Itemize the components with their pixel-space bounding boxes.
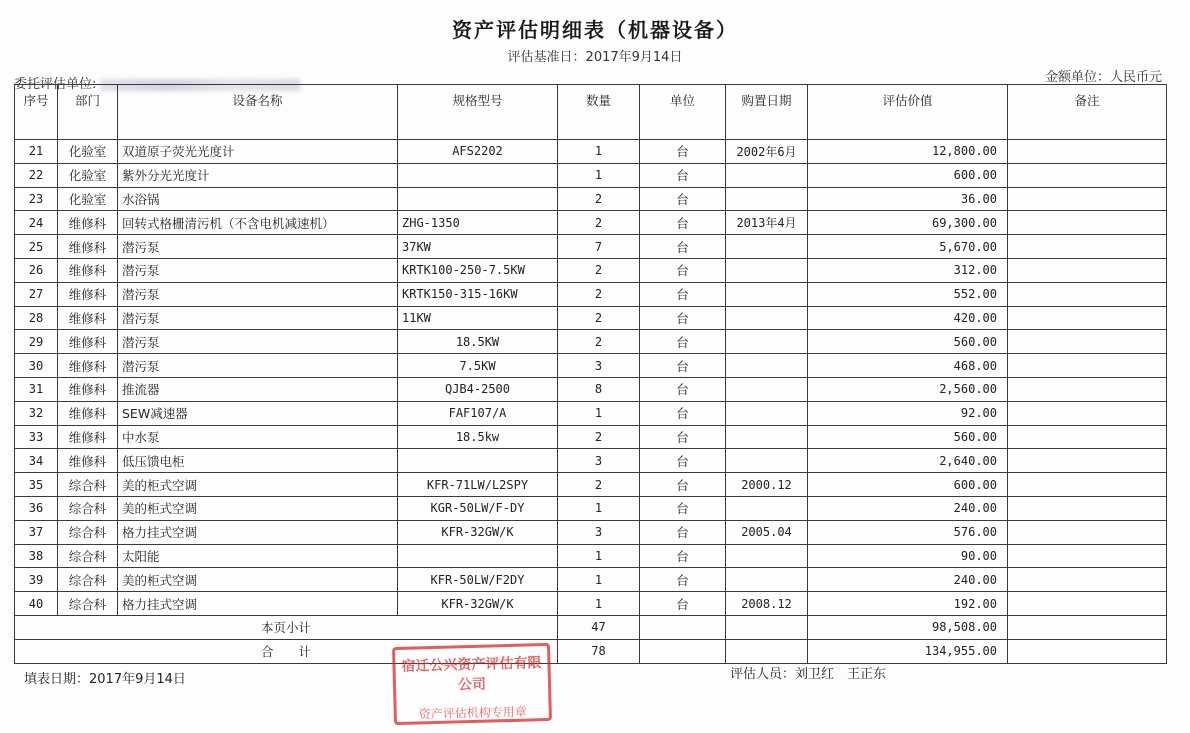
subtotal-row	[15, 615, 1167, 639]
cell-unit: 台	[640, 330, 726, 354]
cell-no: 33	[15, 425, 58, 449]
cell-value: 92.00	[808, 401, 1008, 425]
cell-name: 格力挂式空调	[118, 592, 398, 616]
cell-dept: 维修科	[58, 330, 118, 354]
cell-unit: 台	[640, 592, 726, 616]
cell-unit: 台	[640, 401, 726, 425]
cell-qty: 1	[558, 163, 640, 187]
cell-no: 40	[15, 592, 58, 616]
cell-model: 37KW	[398, 235, 558, 259]
cell-date	[726, 401, 808, 425]
cell-qty: 1	[558, 544, 640, 568]
cell-unit: 台	[640, 235, 726, 259]
cell-note	[1008, 473, 1167, 497]
cell-value: 600.00	[808, 473, 1008, 497]
cell-model: KFR-71LW/L2SPY	[398, 473, 558, 497]
header-cell: 单位	[640, 85, 726, 140]
cell-no: 37	[15, 520, 58, 544]
cell-qty: 2	[558, 258, 640, 282]
cell-name: 双道原子荧光光度计	[118, 140, 398, 164]
cell-value: 552.00	[808, 282, 1008, 306]
cell-qty: 1	[558, 401, 640, 425]
cell-model	[398, 163, 558, 187]
cell-dept: 综合科	[58, 592, 118, 616]
cell-qty: 3	[558, 449, 640, 473]
cell-dept: 综合科	[58, 544, 118, 568]
cell-model	[398, 187, 558, 211]
cell-note	[1008, 211, 1167, 235]
cell-qty: 3	[558, 520, 640, 544]
cell-name: 中水泵	[118, 425, 398, 449]
cell-no: 22	[15, 163, 58, 187]
cell-model: 18.5KW	[398, 330, 558, 354]
cell-unit: 台	[640, 211, 726, 235]
cell-note	[1008, 306, 1167, 330]
cell-qty: 7	[558, 235, 640, 259]
header-cell: 评估价值	[808, 85, 1008, 140]
cell-note	[1008, 163, 1167, 187]
cell-qty: 2	[558, 473, 640, 497]
cell-date	[726, 354, 808, 378]
cell-note	[1008, 235, 1167, 259]
cell-model: 7.5KW	[398, 354, 558, 378]
header-cell: 部门	[58, 85, 118, 140]
cell-value: 2,560.00	[808, 377, 1008, 401]
cell-model: KFR-32GW/K	[398, 592, 558, 616]
table-row	[15, 187, 1167, 211]
cell-dept: 化验室	[58, 140, 118, 164]
empty-cell	[640, 615, 726, 639]
total-label: 合 计	[15, 639, 558, 663]
cell-model: KRTK100-250-7.5KW	[398, 258, 558, 282]
document-title: 资产评估明细表（机器设备）	[452, 18, 738, 42]
cell-name: 美的柜式空调	[118, 473, 398, 497]
cell-value: 5,670.00	[808, 235, 1008, 259]
cell-value: 2,640.00	[808, 449, 1008, 473]
cell-date: 2005.04	[726, 520, 808, 544]
table-row	[15, 354, 1167, 378]
cell-dept: 化验室	[58, 187, 118, 211]
cell-date: 2013年4月	[726, 211, 808, 235]
cell-name: 潜污泵	[118, 258, 398, 282]
table-row	[15, 520, 1167, 544]
seal-line-1: 宿迁公兴资产评估有限公司	[401, 655, 542, 694]
total-row	[15, 639, 1167, 663]
cell-value: 600.00	[808, 163, 1008, 187]
cell-value: 90.00	[808, 544, 1008, 568]
empty-cell	[726, 615, 808, 639]
header-cell: 数量	[558, 85, 640, 140]
cell-name: 太阳能	[118, 544, 398, 568]
cell-note	[1008, 496, 1167, 520]
total-qty: 78	[558, 639, 640, 663]
cell-model: 11KW	[398, 306, 558, 330]
header-cell: 购置日期	[726, 85, 808, 140]
cell-name: 美的柜式空调	[118, 568, 398, 592]
cell-no: 23	[15, 187, 58, 211]
cell-qty: 2	[558, 282, 640, 306]
cell-note	[1008, 425, 1167, 449]
cell-value: 420.00	[808, 306, 1008, 330]
cell-date	[726, 330, 808, 354]
table-row	[15, 211, 1167, 235]
cell-dept: 综合科	[58, 496, 118, 520]
cell-unit: 台	[640, 449, 726, 473]
cell-dept: 综合科	[58, 568, 118, 592]
table-row	[15, 568, 1167, 592]
cell-unit: 台	[640, 520, 726, 544]
table-row	[15, 163, 1167, 187]
cell-name: 潜污泵	[118, 354, 398, 378]
cell-unit: 台	[640, 377, 726, 401]
cell-no: 24	[15, 211, 58, 235]
table-row	[15, 401, 1167, 425]
cell-no: 27	[15, 282, 58, 306]
cell-note	[1008, 449, 1167, 473]
currency-unit: 金额单位：人民币元	[1044, 70, 1162, 85]
cell-name: 潜污泵	[118, 235, 398, 259]
cell-model: KFR-32GW/K	[398, 520, 558, 544]
cell-qty: 2	[558, 330, 640, 354]
cell-note	[1008, 140, 1167, 164]
cell-qty: 1	[558, 496, 640, 520]
cell-date	[726, 282, 808, 306]
cell-dept: 维修科	[58, 282, 118, 306]
cell-date	[726, 544, 808, 568]
cell-no: 25	[15, 235, 58, 259]
total-value: 134,955.00	[808, 639, 1008, 663]
cell-dept: 维修科	[58, 401, 118, 425]
company-seal	[392, 643, 552, 725]
subtotal-value: 98,508.00	[808, 615, 1008, 639]
subtotal-label: 本页小计	[15, 615, 558, 639]
cell-model: KRTK150-315-16KW	[398, 282, 558, 306]
cell-dept: 综合科	[58, 473, 118, 497]
cell-date: 2008.12	[726, 592, 808, 616]
cell-date	[726, 306, 808, 330]
table-row	[15, 330, 1167, 354]
table-row	[15, 258, 1167, 282]
cell-note	[1008, 592, 1167, 616]
cell-model	[398, 544, 558, 568]
cell-value: 192.00	[808, 592, 1008, 616]
cell-note	[1008, 354, 1167, 378]
cell-no: 28	[15, 306, 58, 330]
cell-date	[726, 449, 808, 473]
cell-dept: 维修科	[58, 306, 118, 330]
cell-dept: 维修科	[58, 258, 118, 282]
cell-no: 29	[15, 330, 58, 354]
cell-no: 38	[15, 544, 58, 568]
cell-no: 32	[15, 401, 58, 425]
cell-name: 美的柜式空调	[118, 496, 398, 520]
cell-model: 18.5kw	[398, 425, 558, 449]
cell-value: 560.00	[808, 330, 1008, 354]
table-row	[15, 140, 1167, 164]
cell-value: 240.00	[808, 496, 1008, 520]
fill-date: 填表日期：2017年9月14日	[24, 672, 186, 687]
cell-dept: 维修科	[58, 425, 118, 449]
cell-dept: 维修科	[58, 235, 118, 259]
seal-line-2: 资产评估机构专用章	[418, 704, 527, 722]
cell-no: 30	[15, 354, 58, 378]
table-row	[15, 473, 1167, 497]
cell-no: 39	[15, 568, 58, 592]
cell-no: 21	[15, 140, 58, 164]
cell-value: 576.00	[808, 520, 1008, 544]
header-row	[15, 85, 1167, 140]
equipment-table	[14, 84, 1167, 664]
cell-qty: 2	[558, 187, 640, 211]
empty-cell	[1008, 639, 1167, 663]
cell-dept: 维修科	[58, 449, 118, 473]
cell-no: 26	[15, 258, 58, 282]
cell-name: SEW减速器	[118, 401, 398, 425]
cell-date	[726, 235, 808, 259]
cell-name: 回转式格栅清污机（不含电机减速机）	[118, 211, 398, 235]
cell-qty: 1	[558, 140, 640, 164]
cell-unit: 台	[640, 282, 726, 306]
cell-value: 468.00	[808, 354, 1008, 378]
cell-unit: 台	[640, 187, 726, 211]
cell-note	[1008, 568, 1167, 592]
cell-name: 低压馈电柜	[118, 449, 398, 473]
empty-cell	[1008, 615, 1167, 639]
cell-unit: 台	[640, 306, 726, 330]
header-cell: 规格型号	[398, 85, 558, 140]
cell-name: 潜污泵	[118, 282, 398, 306]
cell-note	[1008, 187, 1167, 211]
cell-dept: 综合科	[58, 520, 118, 544]
cell-model	[398, 449, 558, 473]
cell-note	[1008, 544, 1167, 568]
subtotal-qty: 47	[558, 615, 640, 639]
cell-note	[1008, 258, 1167, 282]
cell-model: QJB4-2500	[398, 377, 558, 401]
appraisers: 评估人员：刘卫红 王正东	[730, 667, 887, 682]
cell-note	[1008, 377, 1167, 401]
cell-date	[726, 163, 808, 187]
cell-no: 31	[15, 377, 58, 401]
cell-name: 水浴锅	[118, 187, 398, 211]
cell-date	[726, 568, 808, 592]
table-body	[15, 140, 1167, 616]
cell-dept: 维修科	[58, 377, 118, 401]
empty-cell	[640, 639, 726, 663]
cell-value: 312.00	[808, 258, 1008, 282]
cell-model: KFR-50LW/F2DY	[398, 568, 558, 592]
cell-dept: 维修科	[58, 211, 118, 235]
cell-date: 2002年6月	[726, 140, 808, 164]
cell-date: 2000.12	[726, 473, 808, 497]
table-row	[15, 235, 1167, 259]
cell-unit: 台	[640, 258, 726, 282]
cell-unit: 台	[640, 425, 726, 449]
empty-cell	[726, 639, 808, 663]
cell-no: 35	[15, 473, 58, 497]
cell-unit: 台	[640, 473, 726, 497]
header-cell: 设备名称	[118, 85, 398, 140]
cell-model: FAF107/A	[398, 401, 558, 425]
table-row	[15, 496, 1167, 520]
cell-unit: 台	[640, 568, 726, 592]
table-row	[15, 544, 1167, 568]
cell-qty: 3	[558, 354, 640, 378]
client-label: 委托评估单位:	[14, 77, 97, 92]
cell-model: KGR-50LW/F-DY	[398, 496, 558, 520]
cell-dept: 化验室	[58, 163, 118, 187]
table-row	[15, 449, 1167, 473]
table-row	[15, 425, 1167, 449]
cell-unit: 台	[640, 140, 726, 164]
cell-qty: 1	[558, 592, 640, 616]
cell-qty: 2	[558, 306, 640, 330]
header-cell: 序号	[15, 85, 58, 140]
cell-value: 36.00	[808, 187, 1008, 211]
cell-value: 560.00	[808, 425, 1008, 449]
cell-qty: 8	[558, 377, 640, 401]
table-row	[15, 306, 1167, 330]
cell-date	[726, 377, 808, 401]
cell-note	[1008, 282, 1167, 306]
cell-qty: 1	[558, 568, 640, 592]
cell-date	[726, 496, 808, 520]
cell-qty: 2	[558, 425, 640, 449]
cell-name: 潜污泵	[118, 330, 398, 354]
header-cell: 备注	[1008, 85, 1167, 140]
cell-name: 格力挂式空调	[118, 520, 398, 544]
table-row	[15, 592, 1167, 616]
cell-value: 69,300.00	[808, 211, 1008, 235]
cell-no: 34	[15, 449, 58, 473]
cell-unit: 台	[640, 544, 726, 568]
cell-note	[1008, 401, 1167, 425]
cell-value: 12,800.00	[808, 140, 1008, 164]
cell-unit: 台	[640, 163, 726, 187]
cell-name: 推流器	[118, 377, 398, 401]
cell-unit: 台	[640, 354, 726, 378]
cell-note	[1008, 330, 1167, 354]
cell-name: 潜污泵	[118, 306, 398, 330]
cell-model: ZHG-1350	[398, 211, 558, 235]
cell-qty: 2	[558, 211, 640, 235]
base-date: 评估基准日：2017年9月14日	[507, 50, 683, 65]
cell-unit: 台	[640, 496, 726, 520]
cell-model: AFS2202	[398, 140, 558, 164]
cell-date	[726, 425, 808, 449]
table-row	[15, 282, 1167, 306]
cell-date	[726, 258, 808, 282]
cell-date	[726, 187, 808, 211]
cell-note	[1008, 520, 1167, 544]
cell-no: 36	[15, 496, 58, 520]
cell-value: 240.00	[808, 568, 1008, 592]
cell-name: 紫外分光光度计	[118, 163, 398, 187]
table-row	[15, 377, 1167, 401]
cell-dept: 维修科	[58, 354, 118, 378]
